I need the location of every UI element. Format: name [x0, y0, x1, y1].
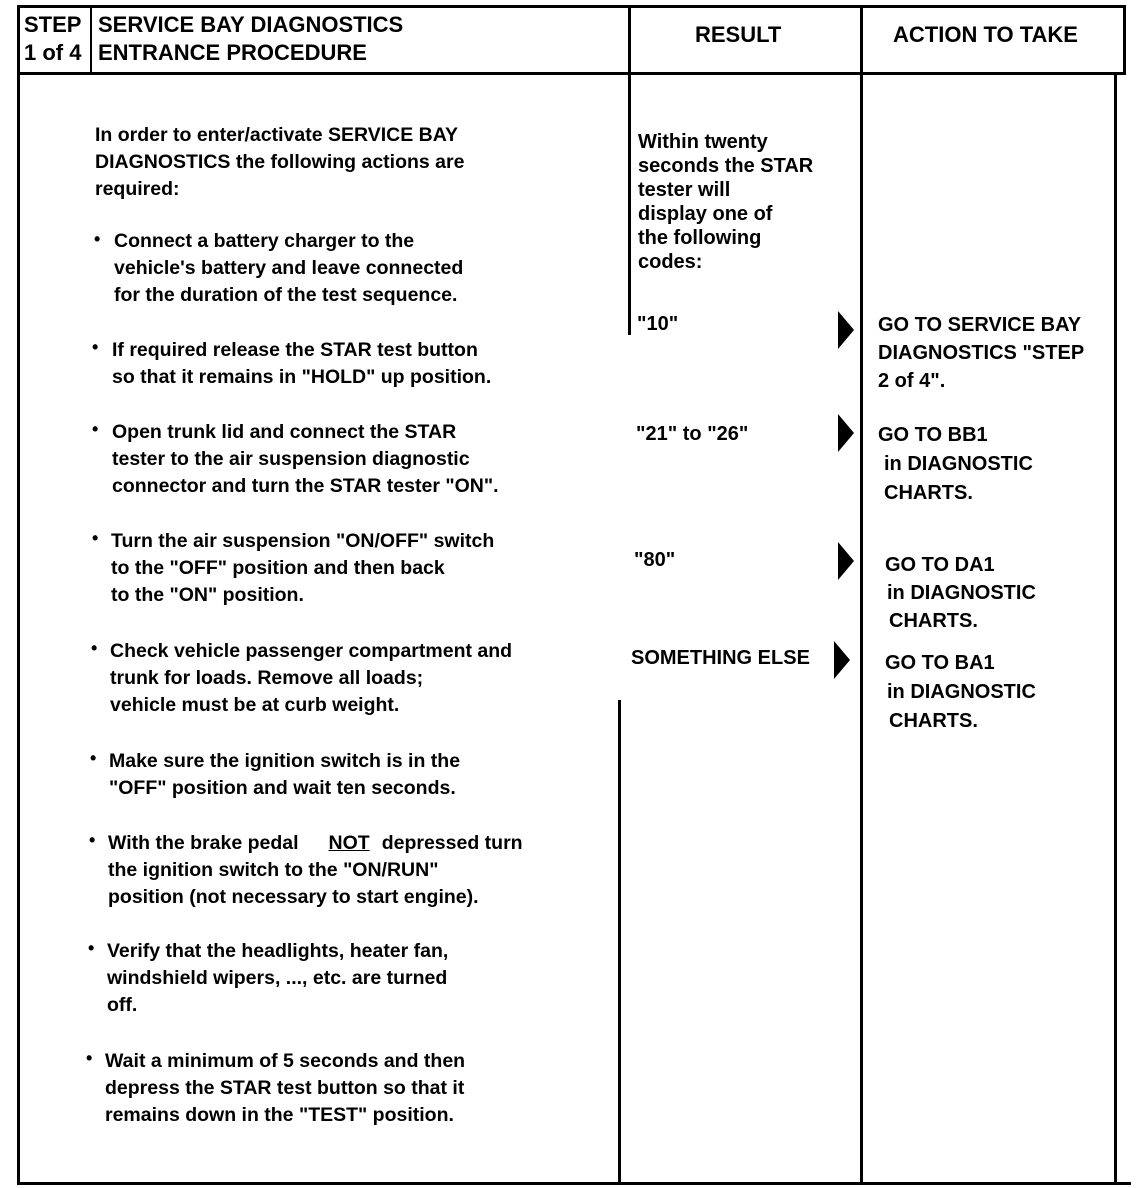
- action-line: CHARTS.: [889, 710, 978, 732]
- result-heading: RESULT: [695, 22, 782, 47]
- action-entry: [878, 311, 1084, 395]
- step-line: trunk for loads. Remove all loads;: [110, 667, 424, 689]
- step-line: [108, 830, 523, 857]
- procedure-divider-upper: [628, 5, 631, 335]
- step-line: so that it remains in "HOLD" up position.: [112, 366, 492, 388]
- right-triangle-arrow-icon: [834, 641, 850, 679]
- step-line: vehicle must be at curb weight.: [110, 694, 400, 716]
- result-intro-line: seconds the STAR: [638, 155, 814, 177]
- emphasis-not: NOT: [328, 832, 370, 854]
- action-line: CHARTS.: [884, 482, 973, 504]
- step-line: tester to the air suspension diagnostic: [112, 448, 470, 470]
- right-triangle-arrow-icon: [838, 414, 854, 452]
- procedure-divider-lower: [618, 700, 621, 1185]
- bullet-icon: •: [92, 419, 99, 439]
- bullet-icon: •: [92, 337, 99, 357]
- step-line: Open trunk lid and connect the STAR: [112, 421, 457, 443]
- result-code: SOMETHING ELSE: [631, 647, 810, 669]
- result-divider: [860, 5, 863, 1185]
- result-intro-line: display one of: [638, 203, 773, 225]
- action-line: CHARTS.: [889, 610, 978, 632]
- action-line: GO TO BB1: [878, 424, 988, 446]
- result-intro-line: codes:: [638, 251, 703, 273]
- bullet-icon: •: [91, 638, 98, 658]
- intro-line: required:: [95, 178, 180, 200]
- step-line: depress the STAR test button so that it: [105, 1077, 465, 1099]
- procedure-title-line2: ENTRANCE PROCEDURE: [98, 40, 367, 65]
- header-divider: [17, 72, 1126, 75]
- result-code: "80": [634, 549, 676, 571]
- step-divider: [90, 5, 92, 75]
- step-line: position (not necessary to start engine).: [108, 886, 479, 908]
- right-triangle-arrow-icon: [838, 542, 854, 580]
- procedure-title-line1: SERVICE BAY DIAGNOSTICS: [98, 12, 404, 37]
- result-intro-line: Within twenty: [638, 131, 768, 153]
- procedure-step: [108, 830, 523, 911]
- result-code: "21" to "26": [636, 423, 749, 445]
- action-heading: ACTION TO TAKE: [893, 22, 1078, 47]
- step-line: Connect a battery charger to the: [114, 230, 415, 252]
- border-top: [17, 5, 1126, 8]
- bullet-icon: •: [94, 229, 101, 249]
- action-line: GO TO DA1: [885, 554, 995, 576]
- border-right-upper: [1123, 5, 1126, 75]
- procedure-step: [111, 528, 494, 609]
- intro-line: DIAGNOSTICS the following actions are: [95, 151, 465, 173]
- action-line: in DIAGNOSTIC: [884, 453, 1033, 475]
- step-line: to the "OFF" position and then back: [111, 557, 445, 579]
- bullet-icon: •: [89, 830, 96, 850]
- procedure-step: [112, 419, 499, 500]
- step-line: Verify that the headlights, heater fan,: [107, 940, 449, 962]
- step-label: STEP: [24, 12, 82, 37]
- bullet-icon: •: [88, 938, 95, 958]
- border-left: [17, 5, 20, 1185]
- action-line: in DIAGNOSTIC: [887, 582, 1036, 604]
- procedure-step: [110, 638, 512, 719]
- procedure-intro: [95, 122, 464, 203]
- step-line: Wait a minimum of 5 seconds and then: [105, 1050, 466, 1072]
- bullet-icon: •: [86, 1048, 93, 1068]
- border-bottom: [17, 1182, 1131, 1185]
- result-intro-line: the following: [638, 227, 762, 249]
- step-count: 1 of 4: [24, 40, 82, 65]
- result-intro: [638, 130, 813, 274]
- step-line: remains down in the "TEST" position.: [105, 1104, 454, 1126]
- step-line: connector and turn the STAR tester "ON".: [112, 475, 499, 497]
- action-line: in DIAGNOSTIC: [887, 681, 1036, 703]
- right-triangle-arrow-icon: [838, 311, 854, 349]
- step-line: Check vehicle passenger compartment and: [110, 640, 513, 662]
- action-entry: [885, 551, 1036, 635]
- result-code: "10": [637, 313, 679, 335]
- step-line: the ignition switch to the "ON/RUN": [108, 859, 439, 881]
- step-line-text: depressed turn: [381, 832, 523, 854]
- procedure-step: [114, 228, 463, 309]
- procedure-step: [105, 1048, 465, 1129]
- step-line: If required release the STAR test button: [112, 339, 478, 361]
- action-entry: [885, 649, 1036, 736]
- procedure-step: [107, 938, 448, 1019]
- step-line-text: With the brake pedal: [108, 832, 299, 854]
- step-line: to the "ON" position.: [111, 584, 304, 606]
- step-line: Turn the air suspension "ON/OFF" switch: [111, 530, 495, 552]
- action-line: GO TO BA1: [885, 652, 995, 674]
- action-entry: [878, 421, 1033, 508]
- bullet-icon: •: [90, 748, 97, 768]
- step-line: Make sure the ignition switch is in the: [109, 750, 461, 772]
- step-line: off.: [107, 994, 138, 1016]
- step-line: vehicle's battery and leave connected: [114, 257, 464, 279]
- action-line: 2 of 4".: [878, 370, 946, 392]
- result-intro-line: tester will: [638, 179, 731, 201]
- step-line: windshield wipers, ..., etc. are turned: [107, 967, 448, 989]
- procedure-step: [109, 748, 460, 802]
- border-right: [1114, 72, 1117, 1185]
- action-line: DIAGNOSTICS "STEP: [878, 342, 1085, 364]
- step-line: "OFF" position and wait ten seconds.: [109, 777, 456, 799]
- step-line: for the duration of the test sequence.: [114, 284, 458, 306]
- action-line: GO TO SERVICE BAY: [878, 314, 1082, 336]
- procedure-step: [112, 337, 491, 391]
- intro-line: In order to enter/activate SERVICE BAY: [95, 124, 459, 146]
- bullet-icon: •: [92, 528, 99, 548]
